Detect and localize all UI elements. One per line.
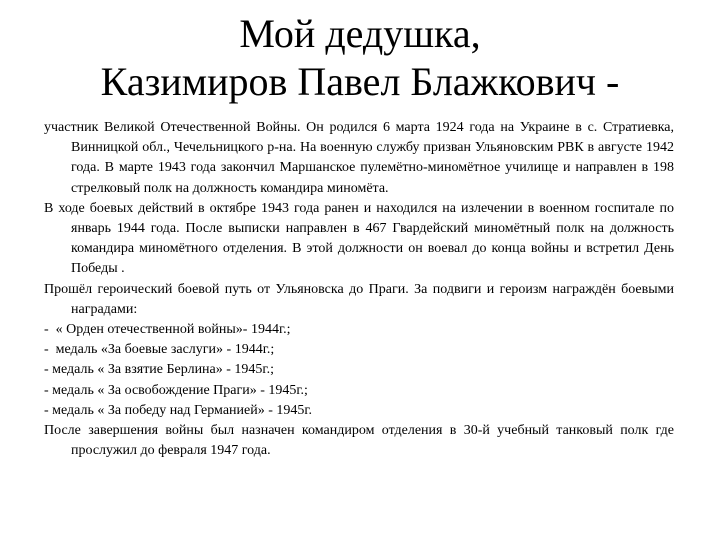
award-item: - медаль « За освобождение Праги» - 1945г.; (44, 382, 308, 398)
award-item: - медаль « За взятие Берлина» - 1945г.; (44, 362, 274, 378)
page-title (0, 10, 720, 106)
title-line-1: Мой дедушка, (239, 11, 481, 56)
award-item: - медаль « За победу над Германией» - 1945г. (44, 402, 313, 418)
paragraph-path: Прошёл героический боевой путь от Ульяновска до Праги. За подвиги и героизм награждён боевыми наградами: (44, 281, 674, 317)
award-item: - медаль «За боевые заслуги» - 1944г.; (44, 342, 275, 358)
title-line-2: Казимиров Павел Блажкович - (100, 59, 620, 104)
biography-text (44, 118, 674, 461)
paragraph-birth: участник Великой Отечественной Войны. Он родился 6 марта 1924 года на Украине в с. Стратиевка, Винницкой обл., Чечельницкого р-на. На военную службу призван Ульяновским РВК в августе 1942 года. В марте 1943 года закончил Маршанское пулемётно-миномётное училище и направлен в 198 стрелковый полк на должность командира миномёта. (44, 120, 674, 196)
paragraph-closing: После завершения войны был назначен командиром отделения в 30-й учебный танковый полк где прослужил до февраля 1947 года. (44, 423, 674, 459)
award-item: - « Орден отечественной войны»- 1944г.; (44, 322, 291, 338)
paragraph-service: В ходе боевых действий в октябре 1943 года ранен и находился на излечении в военном госпитале по январь 1944 года. После выписки направлен в 467 Гвардейский миномётный полк на должность командира миномётного отделения. В этой должности он воевал до конца войны и встретил День Победы . (44, 200, 674, 277)
